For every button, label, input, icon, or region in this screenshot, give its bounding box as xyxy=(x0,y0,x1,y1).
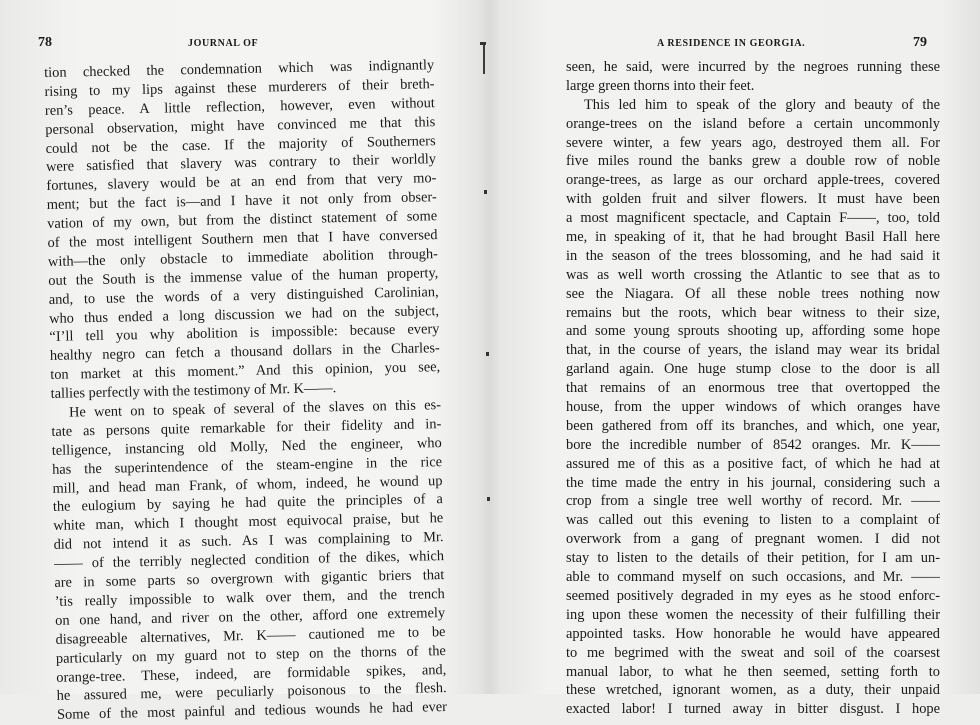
text-line: orange-trees on the island before a certain uncommonly xyxy=(566,115,940,132)
text-line: could not be the case. If the majority of Southerners xyxy=(45,132,436,157)
text-line: tate as persons quite remarkable for their fidelity and in- xyxy=(51,416,442,440)
text-line: overwork from a gang of pregnant women. I did not xyxy=(566,531,940,548)
text-line: ment; but the fact is—and I have it not only from obser- xyxy=(46,189,437,214)
text-line: he assured me, were peculiarly poisonous to the flesh. xyxy=(56,680,447,705)
text-line: particularly on my guard not to step on the thorns of the xyxy=(55,642,447,667)
text-line: ’tis really impossible to walk over them, and the trench xyxy=(54,586,445,610)
text-line: been gathered from off its branches, and which, one year, xyxy=(566,417,940,434)
text-line: healthy negro can fetch a thousand dollars in the Charles- xyxy=(49,340,440,365)
text-line: who thus ended a long discussion we had on the subject, xyxy=(48,302,440,327)
text-line: did not intend it as such. As I was complaining to Mr. xyxy=(53,529,444,554)
text-line: mill, and head man Frank, of whom, indeed, he wound up xyxy=(52,472,443,497)
text-line: were satisfied that slavery was contrary to their worldly xyxy=(45,151,437,176)
text-line: garland again. One huge stump close to the door is all xyxy=(566,361,940,378)
text-line: large green thorns into their feet. xyxy=(566,77,755,94)
text-line: orange-trees, as large as our orchard apple-trees, covered xyxy=(566,172,940,189)
text-line: out the South is the immense value of the human property, xyxy=(48,264,439,289)
text-line: these wretched, ignorant women, as a duty, their unpaid xyxy=(566,682,940,699)
text-line: disagreeable alternatives, Mr. K—— cautioned me to be xyxy=(55,623,446,648)
text-line: with golden fruit and silver flowers. It must have been xyxy=(566,191,940,208)
text-line: house, from the upper windows of which oranges have xyxy=(566,399,940,416)
right-page xyxy=(490,0,980,718)
text-line: a most magnificent spectacle, and Captain F——, too, told xyxy=(566,210,940,227)
text-line: and some young sprouts shooting up, affording some hope xyxy=(566,323,940,340)
text-line: remains but the roots, which bear witness to their size, xyxy=(566,304,940,321)
text-line: crop from a single tree well worthy of record. Mr. —— xyxy=(566,493,940,510)
text-line: five miles round the banks grew a double row of noble xyxy=(566,153,940,170)
text-line: and, to use the words of a very distinguished Carolinian, xyxy=(48,283,439,308)
text-line: severe winter, a few years ago, destroyed them all. For xyxy=(566,134,940,151)
text-line: fortunes, slavery would be at an end from that very mo- xyxy=(46,170,437,195)
text-line: that, in the course of years, the island may wear its bridal xyxy=(566,342,940,359)
text-line: seemed positively degraded in my eyes as he stood enforc- xyxy=(566,587,940,604)
text-line: telligence, instancing old Molly, Ned the engineer, who xyxy=(51,434,442,459)
left-page xyxy=(0,0,490,724)
text-line: in the season of the trees blossoming, and he had said it xyxy=(566,247,940,264)
text-line: assured me of this as a positive fact, of which he had at xyxy=(566,455,940,472)
text-line: see the Niagara. Of all these noble trees nothing now xyxy=(566,285,940,302)
text-line: tion checked the condemnation which was indignantly xyxy=(44,57,435,81)
text-line: has the superintendence of the steam-engine in the rice xyxy=(51,453,443,478)
text-line: appointed tasks. How honorable he would have appeared xyxy=(566,625,940,642)
text-line: orange-tree. These, indeed, are formidable spikes, and, xyxy=(56,661,447,686)
right-running-head: A RESIDENCE IN GEORGIA. xyxy=(657,38,806,49)
text-line: was called out this evening to listen to a complaint of xyxy=(566,512,940,529)
text-line: bore the incredible number of 8542 oranges. Mr. K—— xyxy=(566,436,940,453)
left-running-head: JOURNAL OF xyxy=(188,38,259,49)
text-line: of the most intelligent Southern men that I have conversed xyxy=(47,227,438,251)
text-line: the time made the entry in his journal, considering such a xyxy=(566,474,940,491)
text-line: seen, he said, were incurred by the negroes running these xyxy=(566,59,940,75)
text-line: ton market at this moment.” And this opinion, you see, xyxy=(50,359,441,384)
text-line: vation of my own, but from the distinct statement of some xyxy=(47,208,438,233)
text-line: able to command myself on such occasions, and Mr. —— xyxy=(566,569,940,586)
text-line: ren’s peace. A little reflection, however, even without xyxy=(44,94,436,119)
text-line: exacted labor! I turned away in bitter disgust. I hope xyxy=(566,701,940,718)
text-line: are in some parts so overgrown with gigantic briers that xyxy=(54,567,445,591)
left-page-number: 78 xyxy=(38,35,52,50)
left-page-text xyxy=(44,56,447,725)
text-line: personal observation, might have convinced me that this xyxy=(45,113,436,138)
text-line: —— of the terribly neglected condition of the dikes, which xyxy=(53,548,445,573)
text-line: “I’ll tell you why abolition is impossible: because every xyxy=(49,321,440,346)
text-line: on one hand, and river on the other, afford one extremely xyxy=(55,604,446,629)
text-line: This led him to speak of the glory and beauty of the xyxy=(584,96,940,113)
text-line: me, in speaking of it, that he had brought Basil Hall here xyxy=(566,229,940,246)
text-line: rising to my lips against these murderers of their breth- xyxy=(44,76,435,100)
gutter-speck xyxy=(484,190,487,194)
text-line: tallies perfectly with the testimony of Mr. K——. xyxy=(50,380,337,403)
gutter-mark xyxy=(483,44,485,74)
text-line: white man, which I thought most equivocal praise, but he xyxy=(53,510,444,535)
text-line: Some of the most painful and tedious wounds he had ever xyxy=(56,699,448,724)
text-line: He went on to speak of several of the slaves on this es- xyxy=(68,397,442,421)
text-line: ing upon these women the necessity of their fulfilling their xyxy=(566,606,940,623)
right-page-text xyxy=(566,58,940,719)
text-line: stay to listen to the details of their petition, for I am un- xyxy=(566,550,940,567)
text-line: the eulogium by saying he had quite the principles of a xyxy=(52,491,443,516)
gutter-speck xyxy=(486,352,489,356)
text-line: to me begrimed with the sweat and soil of the coarsest xyxy=(566,644,940,661)
text-line: with—the only obstacle to immediate abolition through- xyxy=(47,246,439,270)
text-line: that remains of an enormous tree that overtopped the xyxy=(566,380,940,397)
right-page-number: 79 xyxy=(913,35,927,50)
text-line: manual labor, to what he then seemed, setting forth to xyxy=(566,663,940,680)
text-line: was as well worth crossing the Atlantic to see that as to xyxy=(566,266,940,283)
